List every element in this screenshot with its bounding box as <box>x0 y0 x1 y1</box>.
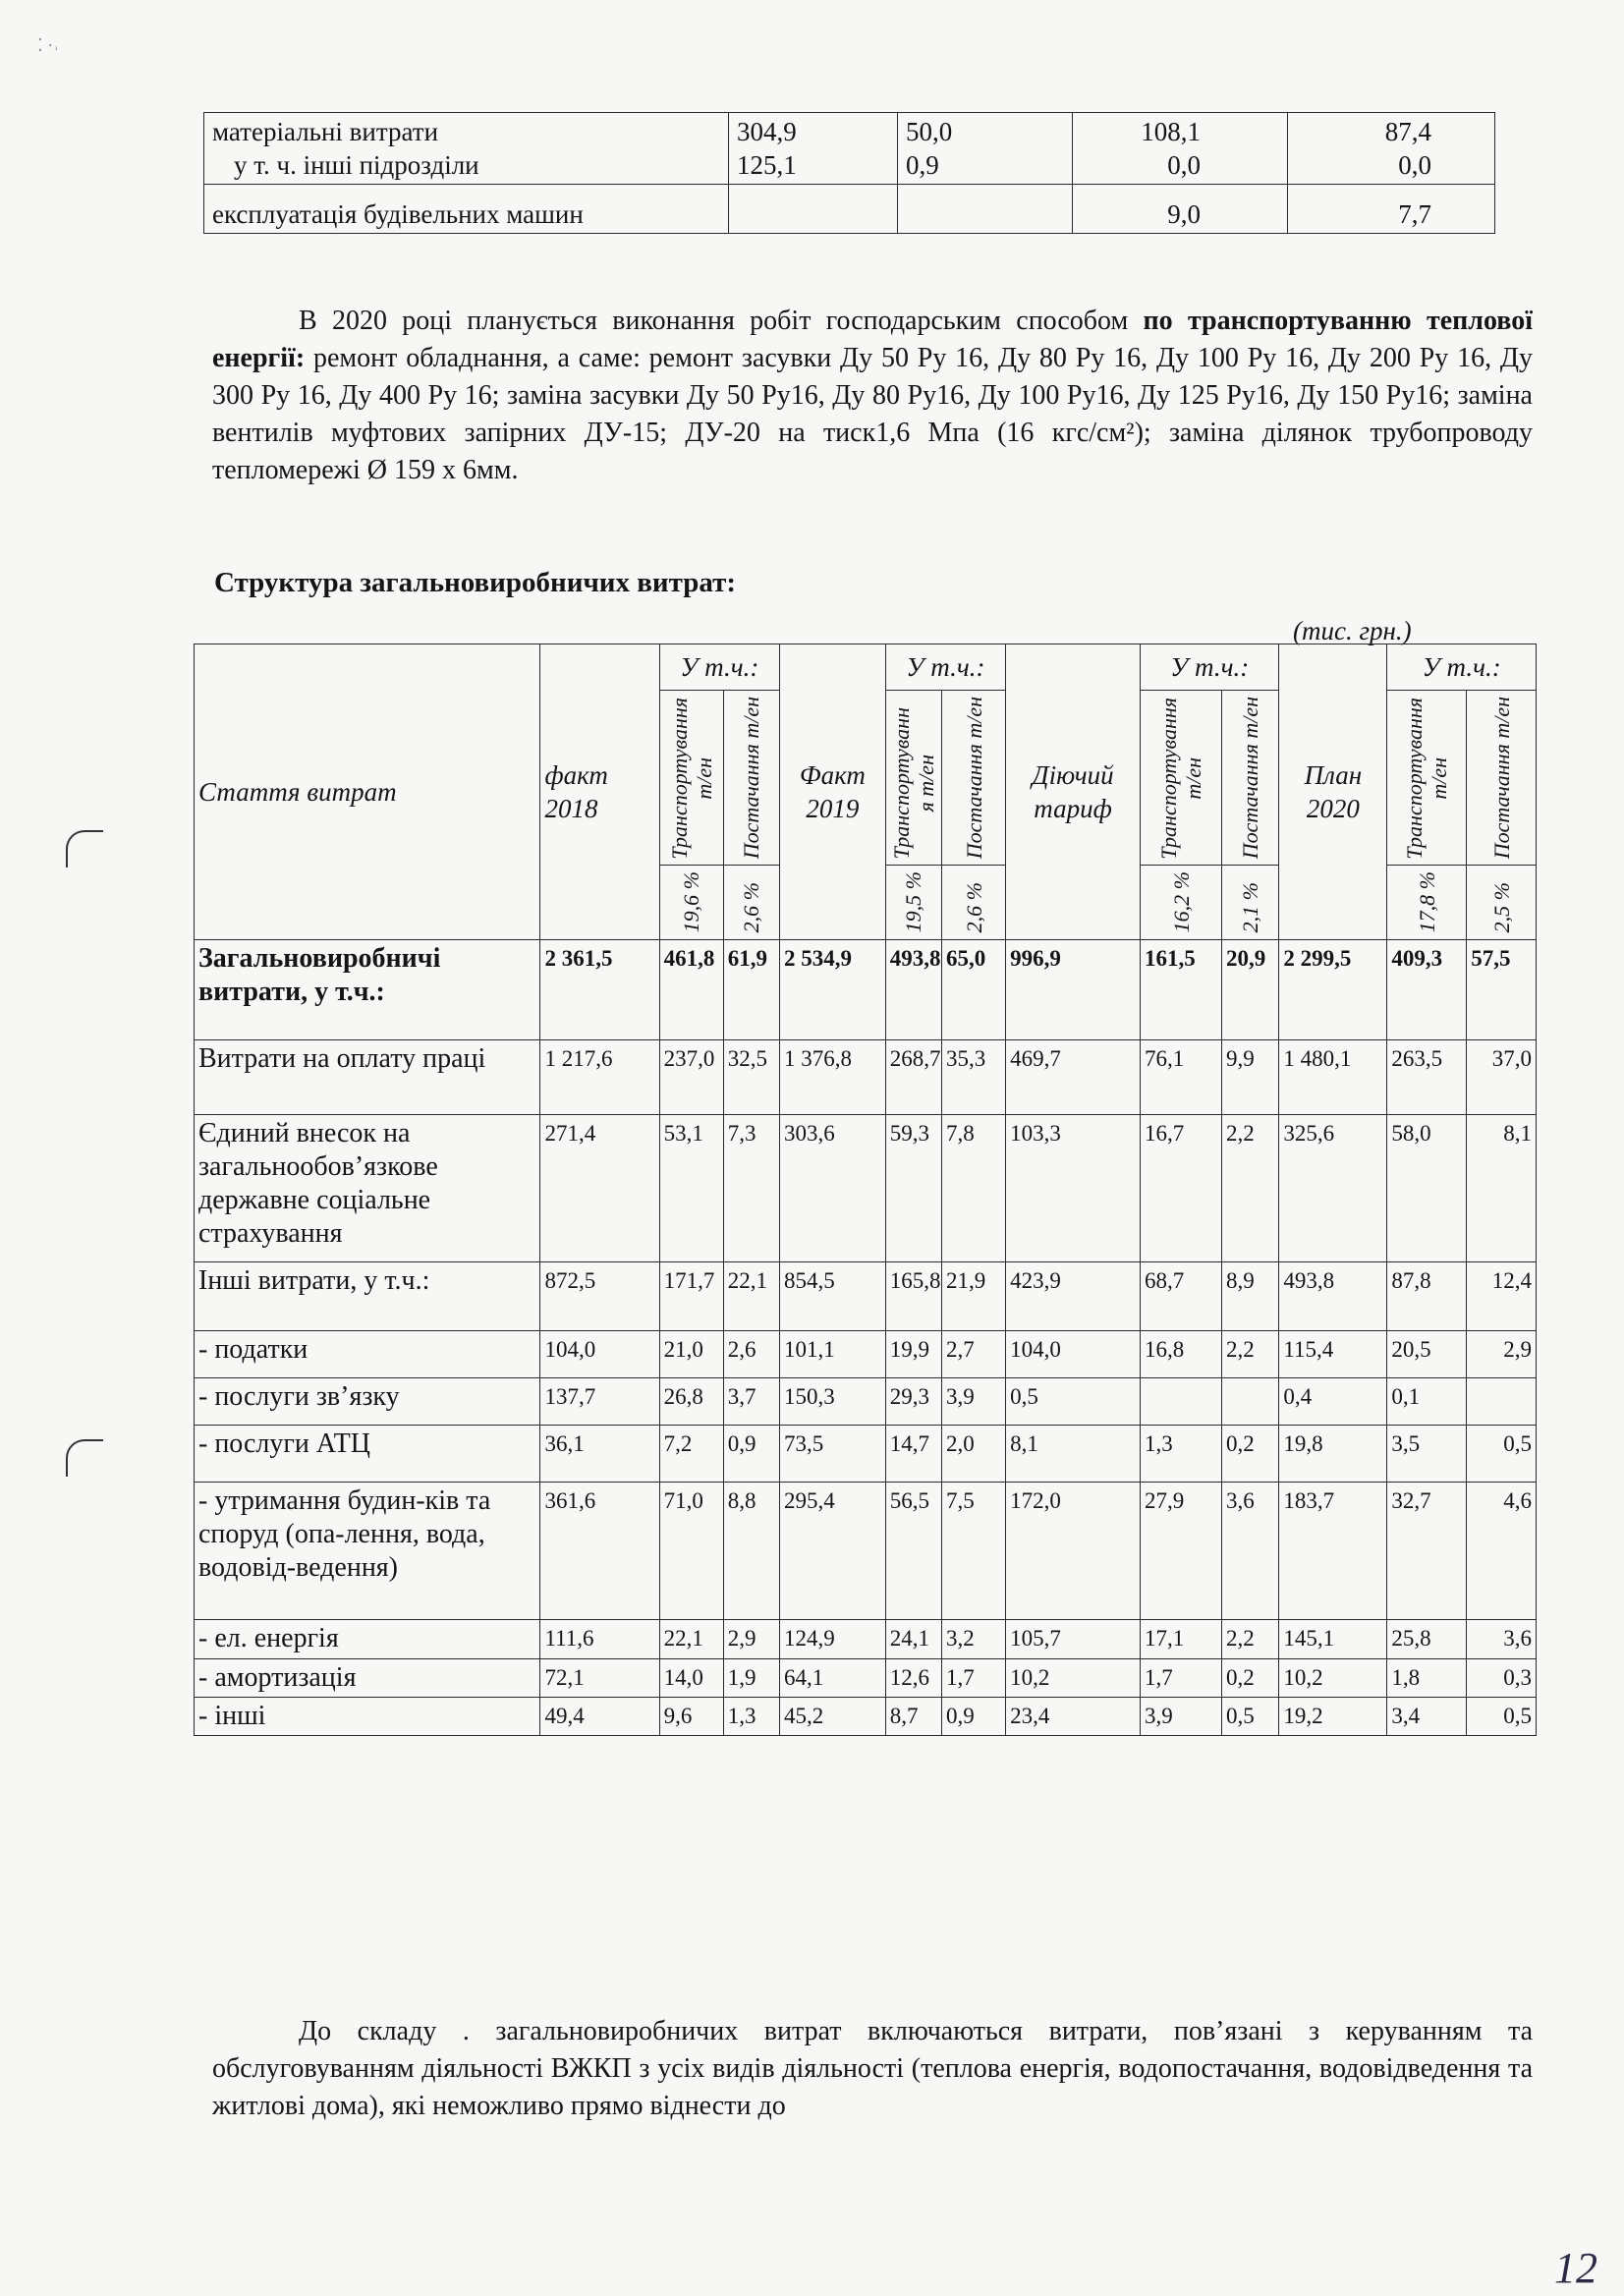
row-label: у т. ч. інші підрозділи <box>234 150 479 180</box>
table-row <box>195 1697 1537 1735</box>
row-value: 3,7 <box>723 1377 779 1425</box>
row-value: 20,9 <box>1222 939 1279 1039</box>
paragraph-composition <box>212 2013 1533 2125</box>
row-value: 101,1 <box>779 1330 885 1377</box>
row-value: 58,0 <box>1387 1114 1467 1261</box>
punch-hole <box>66 1439 103 1477</box>
row-value: 3,9 <box>1140 1697 1221 1735</box>
row-value: 2,2 <box>1222 1330 1279 1377</box>
row-value: 59,3 <box>885 1114 941 1261</box>
row-value: 271,4 <box>540 1114 659 1261</box>
row-value: 23,4 <box>1006 1697 1141 1735</box>
row-value: 1,3 <box>1140 1425 1221 1482</box>
header-subcolumn <box>723 691 779 866</box>
row-value: 36,1 <box>540 1425 659 1482</box>
row-value: 124,9 <box>779 1619 885 1658</box>
header-percent-cell <box>1222 866 1279 939</box>
row-value: 32,7 <box>1387 1482 1467 1619</box>
row-label: - амортизація <box>195 1658 540 1697</box>
header-subcolumn-label: Транспортування т/ен <box>1402 697 1452 860</box>
row-label-cell <box>204 185 729 234</box>
row-value: 171,7 <box>659 1261 723 1330</box>
row-value: 237,0 <box>659 1039 723 1114</box>
paragraph-lead: В 2020 році планується виконання робіт господарським способом <box>299 306 1129 336</box>
row-value: 1 480,1 <box>1279 1039 1387 1114</box>
value-cell <box>1288 185 1495 234</box>
row-value: 21,9 <box>941 1261 1005 1330</box>
header-percent: 2,6 % <box>739 882 764 933</box>
row-value: 8,1 <box>1467 1114 1537 1261</box>
row-value: 3,6 <box>1222 1482 1279 1619</box>
header-group-title <box>1279 644 1387 940</box>
row-value: 0,5 <box>1222 1697 1279 1735</box>
row-value: 268,7 <box>885 1039 941 1114</box>
row-value: 7,2 <box>659 1425 723 1482</box>
row-label: - послуги АТЦ <box>195 1425 540 1482</box>
row-value: 105,7 <box>1006 1619 1141 1658</box>
row-value: 87,8 <box>1387 1261 1467 1330</box>
row-value: 854,5 <box>779 1261 885 1330</box>
header-title-line: тариф <box>1034 793 1112 823</box>
header-subcolumn <box>1222 691 1279 866</box>
table-row <box>195 1482 1537 1619</box>
row-value: 19,2 <box>1279 1697 1387 1735</box>
header-subcolumn-label: Транспортування т/ен <box>1156 697 1205 860</box>
row-label: - утримання будин-ків та споруд (опа-лення, вода, водовід-ведення) <box>195 1482 540 1619</box>
row-value: 1 376,8 <box>779 1039 885 1114</box>
row-value: 996,9 <box>1006 939 1141 1039</box>
row-value: 0,5 <box>1467 1425 1537 1482</box>
row-value: 8,9 <box>1222 1261 1279 1330</box>
row-value: 0,2 <box>1222 1425 1279 1482</box>
row-value: 1,9 <box>723 1658 779 1697</box>
row-label: експлуатація будівельних машин <box>212 199 584 229</box>
row-value: 24,1 <box>885 1619 941 1658</box>
row-value: 3,2 <box>941 1619 1005 1658</box>
row-value: 8,8 <box>723 1482 779 1619</box>
cell-value: 50,0 <box>906 117 953 146</box>
row-label: матеріальні витрати <box>212 117 439 146</box>
row-value: 0,3 <box>1467 1658 1537 1697</box>
page-number: 12 <box>1554 2244 1597 2292</box>
header-subcolumn-label: Транспортуванн я т/ен <box>888 706 938 860</box>
row-value: 14,7 <box>885 1425 941 1482</box>
row-value: 2 299,5 <box>1279 939 1387 1039</box>
row-value: 76,1 <box>1140 1039 1221 1114</box>
row-value: 2,9 <box>1467 1330 1537 1377</box>
row-value: 45,2 <box>779 1697 885 1735</box>
row-value: 469,7 <box>1006 1039 1141 1114</box>
row-value: 2 534,9 <box>779 939 885 1039</box>
cell-value: 9,0 <box>1167 199 1201 229</box>
row-value: 0,5 <box>1006 1377 1141 1425</box>
row-value: 53,1 <box>659 1114 723 1261</box>
header-subcolumn-label: Постачання т/ен <box>1238 697 1263 860</box>
paragraph-rest: ремонт обладнання, а саме: ремонт засувки Ду 50 Ру 16, Ду 80 Ру 16, Ду 100 Ру 16, Ду 200 Ру 16, Ду 300 Ру 16, Ду 400 Ру 16; заміна засувки Ду 50 Ру16, Ду 80 Ру16, Ду 100 Ру16, Ду 125 Ру16, Ду 150 Ру16; заміна вентилів муфтових запірних ДУ-15; ДУ-20 на тиск1,6 Мпа (16 кгс/см²); заміна ділянок трубопроводу тепломережі Ø 159 х 6мм. <box>212 343 1533 485</box>
punch-hole <box>66 830 103 868</box>
row-value: 3,9 <box>941 1377 1005 1425</box>
top-table <box>203 112 1495 234</box>
table-row <box>195 1330 1537 1377</box>
table-row <box>195 1261 1537 1330</box>
header-percent: 2,6 % <box>961 882 986 933</box>
row-value: 409,3 <box>1387 939 1467 1039</box>
row-value: 37,0 <box>1467 1039 1537 1114</box>
table-row <box>195 1377 1537 1425</box>
row-value: 2,2 <box>1222 1619 1279 1658</box>
row-value: 263,5 <box>1387 1039 1467 1114</box>
units-label: (тис. грн.) <box>1293 616 1412 645</box>
row-value: 361,6 <box>540 1482 659 1619</box>
row-value: 2,6 <box>723 1330 779 1377</box>
row-value: 16,7 <box>1140 1114 1221 1261</box>
row-value: 104,0 <box>540 1330 659 1377</box>
row-value: 64,1 <box>779 1658 885 1697</box>
cost-structure-table <box>194 644 1537 1736</box>
row-label: Загальновиробничі витрати, у т.ч.: <box>195 939 540 1039</box>
table-row <box>204 113 1495 185</box>
header-title-line: 2018 <box>544 793 598 823</box>
row-value: 8,1 <box>1006 1425 1141 1482</box>
header-percent-cell <box>941 866 1005 939</box>
table-row <box>195 939 1537 1039</box>
header-ut: У т.ч.: <box>1387 644 1537 691</box>
row-value: 1,7 <box>1140 1658 1221 1697</box>
row-value: 0,9 <box>941 1697 1005 1735</box>
table-row <box>204 185 1495 234</box>
paragraph-composition-text: До складу . загальновиробничих витрат включаються витрати, пов’язані з керуванням та обслуговуванням діяльності ВЖКП з усіх видів діяльності (теплова енергія, водопостачання, водовідведення та житлові дома), які неможливо прямо віднести до <box>212 2016 1533 2121</box>
paragraph-bold: по транспортуванню теплової енергії: <box>212 306 1533 373</box>
row-value: 493,8 <box>1279 1261 1387 1330</box>
header-group-title <box>540 644 659 940</box>
row-value: 25,8 <box>1387 1619 1467 1658</box>
header-title-line: факт <box>544 759 608 790</box>
table-row <box>195 1114 1537 1261</box>
row-label: - послуги зв’язку <box>195 1377 540 1425</box>
table-row <box>195 1425 1537 1482</box>
row-label: Витрати на оплату праці <box>195 1039 540 1114</box>
row-value: 73,5 <box>779 1425 885 1482</box>
row-value: 27,9 <box>1140 1482 1221 1619</box>
row-value: 0,4 <box>1279 1377 1387 1425</box>
row-value: 1,8 <box>1387 1658 1467 1697</box>
row-value: 183,7 <box>1279 1482 1387 1619</box>
value-cell <box>898 185 1073 234</box>
row-value: 2 361,5 <box>540 939 659 1039</box>
header-subcolumn-label: Постачання т/ен <box>961 697 986 860</box>
row-value: 461,8 <box>659 939 723 1039</box>
value-cell <box>1073 185 1288 234</box>
row-value: 22,1 <box>723 1261 779 1330</box>
header-row <box>195 644 1537 691</box>
row-value: 0,1 <box>1387 1377 1467 1425</box>
row-value: 3,6 <box>1467 1619 1537 1658</box>
header-subcolumn <box>1140 691 1221 866</box>
cell-value: 108,1 <box>1141 117 1201 146</box>
row-value: 493,8 <box>885 939 941 1039</box>
row-value: 2,2 <box>1222 1114 1279 1261</box>
header-subcolumn <box>885 691 941 866</box>
cell-value: 0,9 <box>906 150 939 180</box>
header-group-title <box>779 644 885 940</box>
row-value: 104,0 <box>1006 1330 1141 1377</box>
row-value: 19,8 <box>1279 1425 1387 1482</box>
table-header <box>195 644 1537 940</box>
table-row <box>195 1658 1537 1697</box>
row-value: 61,9 <box>723 939 779 1039</box>
header-ut: У т.ч.: <box>885 644 1005 691</box>
row-value: 71,0 <box>659 1482 723 1619</box>
row-value: 3,5 <box>1387 1425 1467 1482</box>
row-value: 68,7 <box>1140 1261 1221 1330</box>
row-value: 20,5 <box>1387 1330 1467 1377</box>
row-value: 423,9 <box>1006 1261 1141 1330</box>
row-value: 161,5 <box>1140 939 1221 1039</box>
table-body <box>195 939 1537 1735</box>
row-label: Інші витрати, у т.ч.: <box>195 1261 540 1330</box>
row-value: 32,5 <box>723 1039 779 1114</box>
row-value: 150,3 <box>779 1377 885 1425</box>
row-value <box>1140 1377 1221 1425</box>
row-value: 0,5 <box>1467 1697 1537 1735</box>
table-row <box>195 1619 1537 1658</box>
row-value: 1 217,6 <box>540 1039 659 1114</box>
row-value: 72,1 <box>540 1658 659 1697</box>
row-value: 16,8 <box>1140 1330 1221 1377</box>
header-subcolumn <box>1387 691 1467 866</box>
paragraph-works <box>212 303 1533 489</box>
cell-value: 0,0 <box>1398 150 1431 180</box>
header-subcolumn <box>659 691 723 866</box>
row-label-cell <box>204 113 729 185</box>
cell-value: 125,1 <box>737 150 797 180</box>
row-value: 3,4 <box>1387 1697 1467 1735</box>
value-cell <box>1288 113 1495 185</box>
header-subcolumn-label: Транспортування т/ен <box>666 697 716 860</box>
row-value: 0,2 <box>1222 1658 1279 1697</box>
scan-mark: ⁚ ·˒ <box>37 35 60 55</box>
row-value: 56,5 <box>885 1482 941 1619</box>
header-ut: У т.ч.: <box>1140 644 1278 691</box>
row-value: 57,5 <box>1467 939 1537 1039</box>
row-value: 26,8 <box>659 1377 723 1425</box>
row-value: 872,5 <box>540 1261 659 1330</box>
header-percent: 2,1 % <box>1238 882 1263 933</box>
row-value: 8,7 <box>885 1697 941 1735</box>
header-subcolumn <box>1467 691 1537 866</box>
row-label: - податки <box>195 1330 540 1377</box>
row-value: 65,0 <box>941 939 1005 1039</box>
value-cell <box>729 185 898 234</box>
top-table-body <box>204 113 1495 234</box>
header-percent: 19,6 % <box>679 871 704 933</box>
header-percent-cell <box>659 866 723 939</box>
row-value: 2,7 <box>941 1330 1005 1377</box>
header-percent-cell <box>1140 866 1221 939</box>
cell-value: 304,9 <box>737 117 797 146</box>
row-value: 21,0 <box>659 1330 723 1377</box>
row-label: - інші <box>195 1697 540 1735</box>
row-value <box>1467 1377 1537 1425</box>
header-title-line: Діючий <box>1032 759 1114 790</box>
cell-value: 87,4 <box>1384 117 1431 146</box>
header-subcolumn <box>941 691 1005 866</box>
header-title-line: 2019 <box>806 793 860 823</box>
row-value: 2,0 <box>941 1425 1005 1482</box>
header-ut: У т.ч.: <box>659 644 779 691</box>
cell-value: 0,0 <box>1167 150 1201 180</box>
header-percent-cell <box>885 866 941 939</box>
row-value: 295,4 <box>779 1482 885 1619</box>
row-value: 29,3 <box>885 1377 941 1425</box>
row-value: 17,1 <box>1140 1619 1221 1658</box>
table-row <box>195 1039 1537 1114</box>
value-cell <box>729 113 898 185</box>
header-percent-cell <box>1387 866 1467 939</box>
row-value: 14,0 <box>659 1658 723 1697</box>
row-value: 2,9 <box>723 1619 779 1658</box>
row-value: 145,1 <box>1279 1619 1387 1658</box>
row-value: 172,0 <box>1006 1482 1141 1619</box>
row-value: 1,3 <box>723 1697 779 1735</box>
row-value: 35,3 <box>941 1039 1005 1114</box>
header-title-line: План <box>1304 759 1363 790</box>
row-value: 49,4 <box>540 1697 659 1735</box>
row-value: 103,3 <box>1006 1114 1141 1261</box>
row-value: 7,3 <box>723 1114 779 1261</box>
header-percent-cell <box>723 866 779 939</box>
row-label: Єдиний внесок на загальнообов’язкове державне соціальне страхування <box>195 1114 540 1261</box>
header-percent-cell <box>1467 866 1537 939</box>
header-group-title <box>1006 644 1141 940</box>
header-title-line: Факт <box>799 759 866 790</box>
row-value: 9,9 <box>1222 1039 1279 1114</box>
row-value: 12,6 <box>885 1658 941 1697</box>
row-value: 10,2 <box>1279 1658 1387 1697</box>
row-value: 325,6 <box>1279 1114 1387 1261</box>
row-value: 137,7 <box>540 1377 659 1425</box>
header-percent: 16,2 % <box>1168 871 1194 933</box>
row-value: 1,7 <box>941 1658 1005 1697</box>
row-value: 111,6 <box>540 1619 659 1658</box>
header-title-line: 2020 <box>1306 793 1360 823</box>
row-value: 0,9 <box>723 1425 779 1482</box>
row-value: 303,6 <box>779 1114 885 1261</box>
row-value: 7,5 <box>941 1482 1005 1619</box>
row-value: 19,9 <box>885 1330 941 1377</box>
row-value: 22,1 <box>659 1619 723 1658</box>
header-percent: 17,8 % <box>1414 871 1439 933</box>
row-value: 12,4 <box>1467 1261 1537 1330</box>
value-cell <box>1073 113 1288 185</box>
header-percent: 19,5 % <box>901 871 926 933</box>
row-value: 115,4 <box>1279 1330 1387 1377</box>
header-percent: 2,5 % <box>1488 882 1514 933</box>
header-subcolumn-label: Постачання т/ен <box>1488 697 1514 860</box>
row-value: 7,8 <box>941 1114 1005 1261</box>
section-title: Структура загальновиробничих витрат: <box>214 567 737 598</box>
row-value: 10,2 <box>1006 1658 1141 1697</box>
row-value <box>1222 1377 1279 1425</box>
header-article: Стаття витрат <box>195 644 540 940</box>
row-label: - ел. енергія <box>195 1619 540 1658</box>
row-value: 165,8 <box>885 1261 941 1330</box>
row-value: 9,6 <box>659 1697 723 1735</box>
row-value: 4,6 <box>1467 1482 1537 1619</box>
value-cell <box>898 113 1073 185</box>
header-subcolumn-label: Постачання т/ен <box>739 697 764 860</box>
cell-value: 7,7 <box>1398 199 1431 229</box>
